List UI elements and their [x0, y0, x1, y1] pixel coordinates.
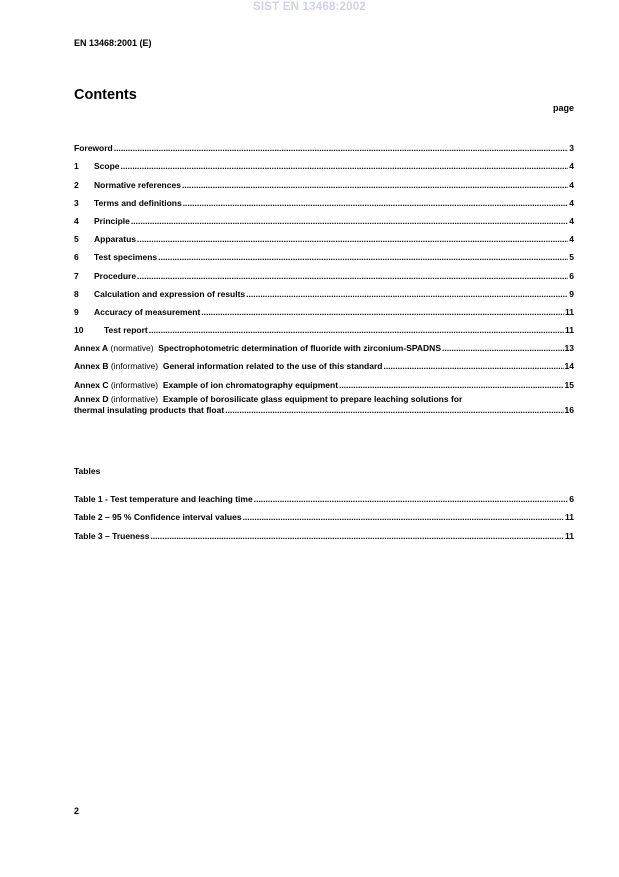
- table-entry-1[interactable]: [74, 486, 574, 504]
- table-entry-3[interactable]: [74, 522, 574, 540]
- toc-entry-title: Terms and definitions: [94, 197, 182, 208]
- toc-entry-page: 3: [569, 143, 574, 154]
- leader-dots: [254, 494, 569, 504]
- toc-entry-number: 6: [74, 252, 79, 263]
- table-entry-title: Table 1 - Test temperature and leaching time: [74, 494, 253, 505]
- toc-entry-scope[interactable]: [74, 153, 574, 171]
- annex-type: (informative): [110, 393, 159, 404]
- toc-entry-page: 4: [569, 215, 574, 226]
- toc-entry-page: 15: [564, 379, 574, 390]
- toc-entry-page: 11: [565, 325, 574, 336]
- table-entry-title: Table 2 – 95 % Confidence interval values: [74, 512, 242, 523]
- annex-title-line2: thermal insulating products that float: [74, 404, 225, 415]
- toc-entry-title: Accuracy of measurement: [94, 306, 201, 317]
- toc-entry-title: Principle: [94, 215, 130, 226]
- page-column-label: page: [552, 103, 574, 113]
- leader-dots: [137, 271, 568, 281]
- leader-dots: [182, 180, 568, 190]
- leader-dots: [225, 405, 563, 416]
- contents-title: Contents: [74, 87, 137, 103]
- toc-entry-title: Apparatus: [94, 234, 137, 245]
- toc-entry-title: Calculation and expression of results: [94, 288, 246, 299]
- toc-entry-page: 14: [564, 361, 574, 372]
- table-entry-page: 11: [565, 530, 574, 541]
- leader-dots: [442, 343, 564, 353]
- annex-d-first-line: [74, 394, 574, 405]
- toc-entry-title: Normative references: [94, 179, 181, 190]
- toc-entry-page: 9: [569, 288, 574, 299]
- table-of-contents: [74, 135, 574, 416]
- annex-label: Annex C: [74, 379, 109, 390]
- annex-label: Annex B: [74, 361, 109, 372]
- toc-entry-number: 8: [74, 288, 79, 299]
- leader-dots: [246, 289, 568, 299]
- toc-entry-number: 9: [74, 306, 79, 317]
- leader-dots: [158, 252, 568, 262]
- leader-dots: [201, 307, 564, 317]
- toc-entry-page: 4: [569, 179, 574, 190]
- table-entry-title: Table 3 – Trueness: [74, 530, 150, 541]
- table-entry-page: 6: [569, 494, 574, 505]
- toc-entry-annex-c[interactable]: [74, 371, 574, 389]
- page-number: 2: [74, 806, 80, 816]
- toc-entry-number: 10: [74, 325, 84, 336]
- annex-title: Example of ion chromatography equipment: [162, 379, 339, 390]
- toc-entry-title: Test specimens: [94, 252, 158, 263]
- watermark: SIST EN 13468:2002: [253, 1, 366, 13]
- toc-entry-test-specimens[interactable]: [74, 244, 574, 262]
- leader-dots: [339, 380, 563, 390]
- leader-dots: [131, 216, 568, 226]
- leader-dots: [121, 161, 569, 171]
- toc-entry-number: 2: [74, 179, 79, 190]
- toc-entry-terms[interactable]: [74, 190, 574, 208]
- annex-type: (informative): [110, 379, 159, 390]
- annex-label: Annex A: [74, 343, 109, 354]
- toc-entry-number: 5: [74, 234, 79, 245]
- toc-entry-annex-b[interactable]: [74, 353, 574, 371]
- toc-entry-principle[interactable]: [74, 208, 574, 226]
- toc-entry-normative-references[interactable]: [74, 171, 574, 189]
- leader-dots: [149, 325, 564, 335]
- toc-entry-page: 6: [569, 270, 574, 281]
- annex-title: General information related to the use of this standard: [162, 361, 383, 372]
- toc-entry-annex-a[interactable]: [74, 335, 574, 353]
- toc-entry-title: Test report: [104, 325, 148, 336]
- annex-title: Spectrophotometric determination of fluoride with zirconium-SPADNS: [158, 343, 441, 354]
- toc-entry-title: Foreword: [74, 143, 113, 154]
- leader-dots: [114, 143, 569, 153]
- toc-entry-title: Procedure: [94, 270, 137, 281]
- toc-entry-page: 5: [569, 252, 574, 263]
- leader-dots: [137, 234, 568, 244]
- annex-type: (informative): [110, 361, 159, 372]
- document-id: EN 13468:2001 (E): [74, 38, 152, 48]
- toc-entry-procedure[interactable]: [74, 262, 574, 280]
- toc-entry-title: Scope: [94, 161, 120, 172]
- annex-label: Annex D: [74, 393, 109, 404]
- toc-entry-page: 16: [564, 404, 574, 415]
- annex-title-line1: Example of borosilicate glass equipment to prepare leaching solutions for: [162, 393, 463, 404]
- toc-entry-page: 4: [569, 197, 574, 208]
- toc-entry-number: 1: [74, 161, 79, 172]
- leader-dots: [150, 531, 564, 541]
- annex-d-second-line: [74, 405, 574, 416]
- toc-entry-number: 7: [74, 270, 79, 281]
- leader-dots: [243, 512, 564, 522]
- toc-entry-annex-d[interactable]: [74, 394, 574, 416]
- toc-entry-number: 4: [74, 215, 79, 226]
- toc-entry-page: 11: [565, 306, 574, 317]
- toc-entry-calculation[interactable]: [74, 281, 574, 299]
- toc-entry-number: 3: [74, 197, 79, 208]
- toc-entry-page: 4: [569, 161, 574, 172]
- leader-dots: [383, 361, 563, 371]
- toc-entry-foreword[interactable]: [74, 135, 574, 153]
- annex-type: (normative): [110, 343, 154, 354]
- list-of-tables: [74, 486, 574, 541]
- tables-heading: Tables: [74, 466, 101, 476]
- toc-entry-page: 13: [564, 343, 574, 354]
- table-entry-2[interactable]: [74, 504, 574, 522]
- toc-entry-apparatus[interactable]: [74, 226, 574, 244]
- table-entry-page: 11: [565, 512, 574, 523]
- toc-entry-test-report[interactable]: [74, 317, 574, 335]
- toc-entry-page: 4: [569, 234, 574, 245]
- toc-entry-accuracy[interactable]: [74, 299, 574, 317]
- leader-dots: [183, 198, 569, 208]
